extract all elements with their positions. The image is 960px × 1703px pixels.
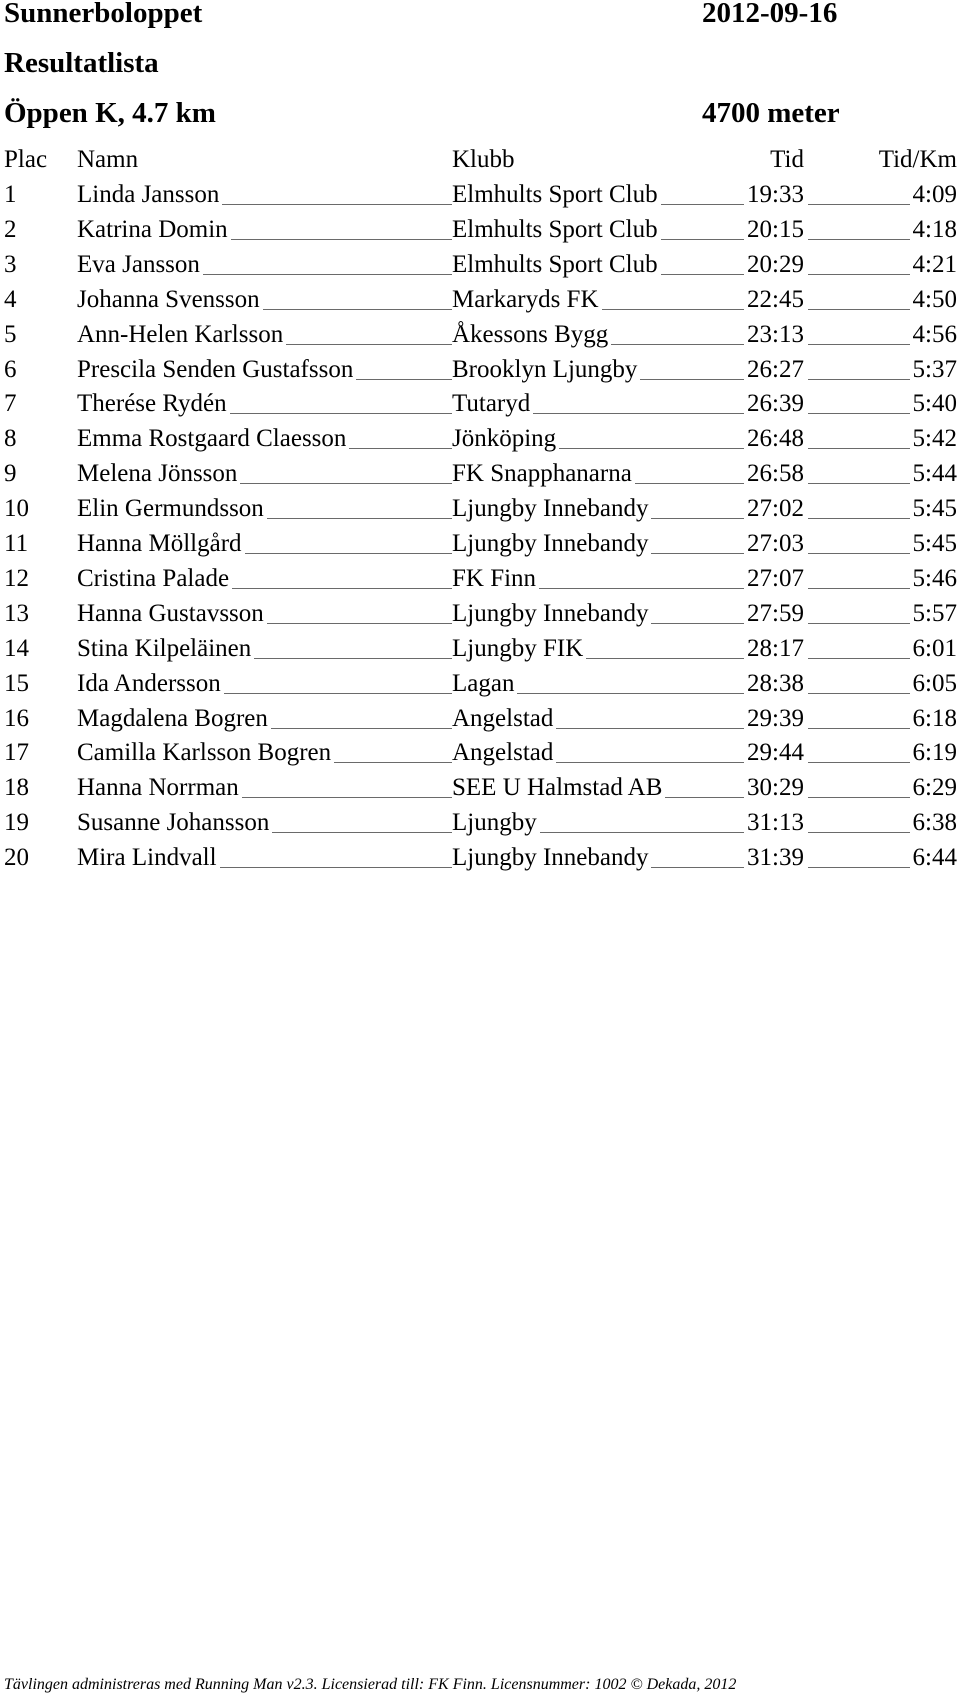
cell-club: Angelstad <box>452 739 556 766</box>
cell-club: Ljungby FIK <box>452 635 586 662</box>
cell-name: Hanna Möllgård <box>77 530 245 557</box>
cell-club: Elmhults Sport Club <box>452 216 661 243</box>
cell-plac: 6 <box>4 355 17 383</box>
cell-tid: 29:39 <box>744 705 804 732</box>
cell-plac: 20 <box>4 844 29 872</box>
cell-tid: 30:29 <box>744 774 804 801</box>
cell-club: Ljungby Innebandy <box>452 844 651 871</box>
cell-club: Angelstad <box>452 705 556 732</box>
cell-name: Elin Germundsson <box>77 495 267 522</box>
cell-club: Elmhults Sport Club <box>452 251 661 278</box>
table-row <box>0 456 960 491</box>
list-title: Resultatlista <box>4 47 159 79</box>
cell-tid: 31:13 <box>744 809 804 836</box>
cell-club: Lagan <box>452 670 517 697</box>
cell-plac: 2 <box>4 215 17 243</box>
cell-tid-km: 5:57 <box>910 600 957 627</box>
table-row <box>0 212 960 247</box>
cell-plac: 7 <box>4 390 17 418</box>
cell-name: Therése Rydén <box>77 390 230 417</box>
cell-plac: 18 <box>4 774 29 802</box>
column-header-tid: Tid <box>770 146 804 173</box>
table-row <box>0 526 960 561</box>
footer-license: Tävlingen administreras med Running Man v2.3. Licensierad till: FK Finn. Licensnummer: 1002 © Dekada, 2012 <box>4 1676 737 1693</box>
cell-tid-km: 6:19 <box>910 739 957 766</box>
cell-tid-km: 4:56 <box>910 321 957 348</box>
cell-plac: 4 <box>4 285 17 313</box>
cell-name: Magdalena Bogren <box>77 705 271 732</box>
cell-name: Ann-Helen Karlsson <box>77 321 286 348</box>
cell-tid: 20:29 <box>744 251 804 278</box>
cell-tid: 26:39 <box>744 390 804 417</box>
cell-tid-km: 5:44 <box>910 460 957 487</box>
cell-name: Johanna Svensson <box>77 286 263 313</box>
cell-tid: 23:13 <box>744 321 804 348</box>
cell-name: Stina Kilpeläinen <box>77 635 254 662</box>
table-row <box>0 631 960 666</box>
cell-name: Susanne Johansson <box>77 809 272 836</box>
cell-tid: 31:39 <box>744 844 804 871</box>
cell-tid: 22:45 <box>744 286 804 313</box>
cell-plac: 1 <box>4 181 17 208</box>
cell-name: Camilla Karlsson Bogren <box>77 739 334 766</box>
cell-club: Ljungby Innebandy <box>452 530 651 557</box>
cell-club: Jönköping <box>452 425 559 452</box>
cell-plac: 8 <box>4 425 17 453</box>
cell-tid: 26:58 <box>744 460 804 487</box>
cell-tid: 27:03 <box>744 530 804 557</box>
cell-tid-km: 6:38 <box>910 809 957 836</box>
cell-tid-km: 6:01 <box>910 635 957 662</box>
cell-name: Hanna Norrman <box>77 774 242 801</box>
cell-club: Ljungby Innebandy <box>452 495 651 522</box>
table-row <box>0 770 960 805</box>
cell-club: Elmhults Sport Club <box>452 181 661 208</box>
cell-tid-km: 4:21 <box>910 251 957 278</box>
cell-tid-km: 5:46 <box>910 565 957 592</box>
cell-name: Linda Jansson <box>77 181 222 208</box>
cell-plac: 16 <box>4 704 29 732</box>
cell-name: Eva Jansson <box>77 251 203 278</box>
cell-tid-km: 5:45 <box>910 530 957 557</box>
cell-name: Katrina Domin <box>77 216 231 243</box>
cell-tid: 28:17 <box>744 635 804 662</box>
cell-club: Ljungby Innebandy <box>452 600 651 627</box>
table-row <box>0 596 960 631</box>
event-date: 2012-09-16 <box>702 0 838 29</box>
cell-tid: 27:02 <box>744 495 804 522</box>
event-name: Sunnerboloppet <box>4 0 203 29</box>
cell-club: SEE U Halmstad AB <box>452 774 665 801</box>
cell-club: Markaryds FK <box>452 286 602 313</box>
column-header-club: Klubb <box>452 146 515 173</box>
cell-plac: 14 <box>4 634 29 662</box>
cell-name: Melena Jönsson <box>77 460 240 487</box>
cell-plac: 10 <box>4 495 29 523</box>
cell-tid-km: 6:05 <box>910 670 957 697</box>
cell-name: Prescila Senden Gustafsson <box>77 356 356 383</box>
table-row <box>0 177 960 212</box>
cell-tid: 26:48 <box>744 425 804 452</box>
cell-tid: 27:59 <box>744 600 804 627</box>
cell-tid-km: 5:40 <box>910 390 957 417</box>
cell-club: Tutaryd <box>452 390 533 417</box>
table-row <box>0 805 960 840</box>
cell-plac: 15 <box>4 669 29 697</box>
cell-name: Mira Lindvall <box>77 844 220 871</box>
cell-tid-km: 6:18 <box>910 705 957 732</box>
cell-club: Ljungby <box>452 809 540 836</box>
cell-tid-km: 5:42 <box>910 425 957 452</box>
table-row <box>0 352 960 387</box>
table-row <box>0 735 960 770</box>
column-header-plac: Plac <box>4 146 48 173</box>
cell-plac: 5 <box>4 320 17 348</box>
cell-plac: 12 <box>4 564 29 592</box>
cell-tid-km: 6:29 <box>910 774 957 801</box>
cell-name: Ida Andersson <box>77 670 224 697</box>
cell-tid-km: 4:09 <box>910 181 957 208</box>
cell-tid: 19:33 <box>744 181 804 208</box>
cell-club: Åkessons Bygg <box>452 321 611 348</box>
column-header-tid-km: Tid/Km <box>878 146 957 173</box>
cell-tid: 28:38 <box>744 670 804 697</box>
cell-tid-km: 4:50 <box>910 286 957 313</box>
cell-tid-km: 6:44 <box>910 844 957 871</box>
table-row <box>0 317 960 352</box>
cell-tid: 27:07 <box>744 565 804 592</box>
table-row <box>0 561 960 596</box>
cell-plac: 11 <box>4 530 29 557</box>
table-row <box>0 840 960 875</box>
table-row <box>0 282 960 317</box>
cell-club: FK Finn <box>452 565 539 592</box>
column-header-name: Namn <box>77 146 139 173</box>
cell-tid: 26:27 <box>744 356 804 383</box>
cell-name: Cristina Palade <box>77 565 232 592</box>
cell-plac: 17 <box>4 739 29 767</box>
cell-tid-km: 5:45 <box>910 495 957 522</box>
cell-tid: 29:44 <box>744 739 804 766</box>
table-row <box>0 701 960 736</box>
class-name: Öppen K, 4.7 km <box>4 97 216 129</box>
cell-plac: 9 <box>4 460 17 488</box>
cell-name: Hanna Gustavsson <box>77 600 267 627</box>
table-row <box>0 247 960 282</box>
table-row <box>0 491 960 526</box>
distance: 4700 meter <box>702 97 840 129</box>
cell-plac: 19 <box>4 809 29 837</box>
cell-tid: 20:15 <box>744 216 804 243</box>
cell-tid-km: 4:18 <box>910 216 957 243</box>
table-row <box>0 666 960 701</box>
cell-club: Brooklyn Ljungby <box>452 356 640 383</box>
cell-plac: 3 <box>4 250 17 278</box>
table-header <box>0 142 960 177</box>
table-row <box>0 386 960 421</box>
cell-plac: 13 <box>4 599 29 627</box>
cell-club: FK Snapphanarna <box>452 460 635 487</box>
cell-name: Emma Rostgaard Claesson <box>77 425 349 452</box>
table-row <box>0 421 960 456</box>
cell-tid-km: 5:37 <box>910 356 957 383</box>
